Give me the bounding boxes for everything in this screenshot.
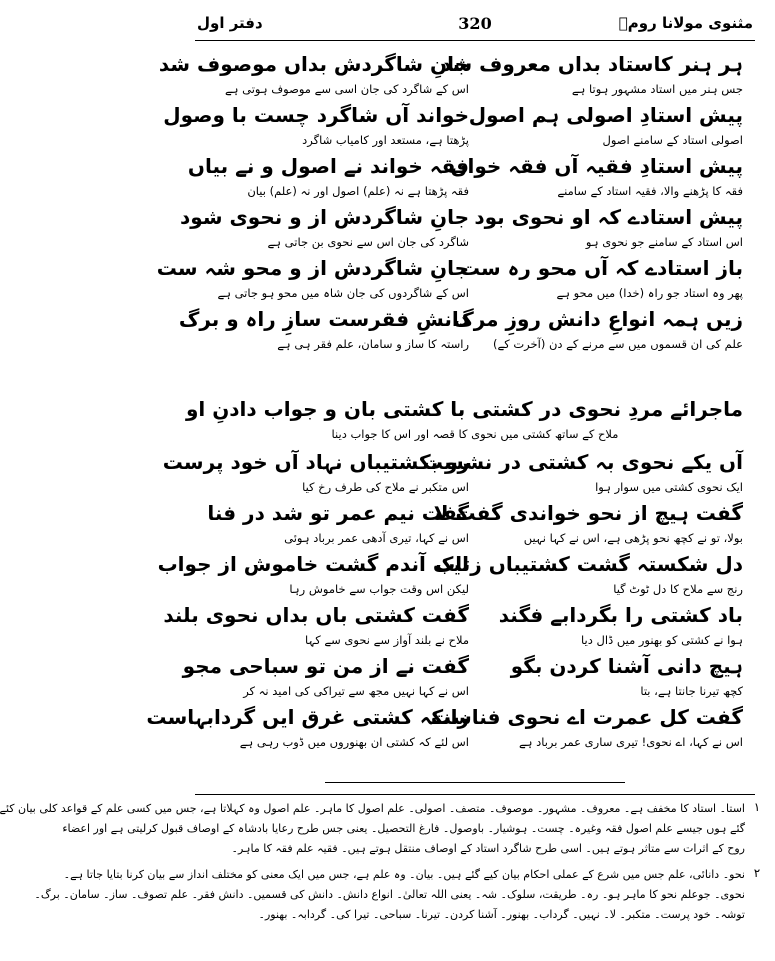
verse-line-right: پیش استادِ فقیہ آں فقہ خواں <box>450 154 743 178</box>
footnote-line: روح کے اثرات سے متاثر ہوتے ہیں۔ اسی طرح شاگرد استاد کے اوصاف منتقل ہوتے ہیں۔ فقیہ علم فقہ کا ماہر۔ <box>231 842 745 855</box>
translation-line-left: لیکن اس وقت جواب سے خاموش رہا <box>289 582 469 596</box>
footnote-line: توشہ۔ خود پرست۔ متکبر۔ لا۔ نہیں۔ گرداب۔ بھنور۔ آشنا کردن۔ تیرنا۔ سباحی۔ تیرا کی۔ گردابہ۔ بھنور۔ <box>258 908 745 921</box>
translation-line-left: فقہ پڑھتا ہے نہ (علم) اصول اور نہ (علم) بیان <box>247 184 469 198</box>
verse-line-right: زیں ہمہ انواعِ دانش روزِ مرگ <box>453 307 743 331</box>
verse-line-left: گفت نیم عمر تو شد در فنا <box>207 501 469 525</box>
verse-line-right: پیش استادے کہ او نحوی بود <box>474 205 743 229</box>
translation-line-right: بولا، تو نے کچھ نحو پڑھی ہے، اس نے کہا نہیں <box>523 531 743 545</box>
footnote-number: ۲ <box>753 866 761 880</box>
verse-line-left: جانِ شاگردش از و محو شہ ست <box>156 256 469 280</box>
footnote-line: استا۔ استاد کا مخفف ہے۔ معروف۔ مشہور۔ موصوف۔ متصف۔ اصولی۔ علم اصول کا ماہر۔ علم اصول وہ کہلاتا ہے، جس میں کسی علم کے قواعد کلی بیان کئے <box>0 802 745 815</box>
footnote-rule <box>195 794 755 795</box>
verse-line-right: ہر ہنر کاستاد بداں معروف شد <box>440 52 743 76</box>
verse-line-left: رو بکشتیباں نہاد آں خود پرست <box>162 450 469 474</box>
verse-line-right: باز استادے کہ آں محو رہ ست <box>459 256 743 280</box>
footnote-line: گئے ہوں جیسے علم اصول فقہ وغیرہ۔ چست۔ ہوشیار۔ باوصول۔ فارغ التحصیل۔ یعنی جس طرح رعایا بادشاہ کے اوصاف قبول کرلیتی ہے اور اعضاء <box>62 822 745 835</box>
verse-line-left: زانکہ کشتی غرق ایں گردابہاست <box>146 705 469 729</box>
translation-line-left: راستہ کا ساز و سامان، علم فقر ہی ہے <box>277 337 469 351</box>
section-subtitle: ملاح کے ساتھ کشتی میں نحوی کا قصہ اور اس کا جواب دینا <box>331 427 619 441</box>
volume-label: دفتر اول <box>197 14 263 32</box>
translation-line-right: پھر وہ استاد جو راہ (خدا) میں محو ہے <box>556 286 743 300</box>
translation-line-right: کچھ تیرنا جانتا ہے، بتا <box>640 684 743 698</box>
verse-line-left: گفت نے از من تو سباحی مجو <box>182 654 469 678</box>
verse-line-left: فقہ خواند نے اصول و نے بیاں <box>187 154 469 178</box>
translation-line-right: رنج سے ملاح کا دل ٹوٹ گیا <box>613 582 743 596</box>
translation-line-left: شاگرد کی جان اس سے نحوی بن جاتی ہے <box>267 235 469 249</box>
verse-line-right: گفت ہیچ از نحو خواندی گفت لا <box>433 501 743 525</box>
verse-line-left: گفت کشتی باں بداں نحوی بلند <box>163 603 469 627</box>
verse-line-left: جانِ شاگردش بداں موصوف شد <box>158 52 469 76</box>
verse-line-left: جانِ شاگردش از و نحوی شود <box>180 205 469 229</box>
footnote-line: نحوی۔ جوعلم نحو کا ماہر ہو۔ رہ۔ طریقت، سلوک۔ شہ۔ یعنی اللہ تعالیٰ۔ انواع دانش۔ دانش کی قسمیں۔ دانش فقر۔ علم تصوف۔ ساز۔ سامان۔ برگ۔ <box>34 888 745 901</box>
verse-line-right: ہیچ دانی آشنا کردن بگو <box>510 654 743 678</box>
verse-line-right: گفت کل عمرت اے نحوی فناست <box>430 705 743 729</box>
page-number: 320 <box>458 14 492 33</box>
translation-line-left: اس کے شاگردوں کی جان شاہ میں محو ہو جاتی ہے <box>217 286 469 300</box>
section-title: ماجرائے مردِ نحوی در کشتی با کشتی بان و جواب دادنِ او <box>185 397 743 421</box>
translation-line-right: اس استاد کے سامنے جو نحوی ہو <box>585 235 743 249</box>
translation-line-left: اس لئے کہ کشتی ان بھنوروں میں ڈوب رہی ہے <box>239 735 469 749</box>
verse-line-right: دل شکستہ گشت کشتیباں زتاب <box>435 552 743 576</box>
book-title: مثنوی مولانا رومؒ <box>618 14 753 32</box>
translation-line-right: جس ہنر میں استاد مشہور ہوتا ہے <box>571 82 743 96</box>
translation-line-right: علم کی ان قسموں میں سے مرنے کے دن (آخرت کے) <box>492 337 743 351</box>
verse-end-rule <box>325 782 625 783</box>
verse-line-left: خواند آں شاگرد چست با وصول <box>163 103 469 127</box>
translation-line-right: اصولی استاد کے سامنے اصول <box>602 133 743 147</box>
translation-line-left: اس کے شاگرد کی جان اسی سے موصوف ہوتی ہے <box>224 82 469 96</box>
footnote-number: ۱ <box>753 800 761 814</box>
translation-line-left: اس نے کہا نہیں مجھ سے تیراکی کی امید نہ کر <box>243 684 469 698</box>
verse-line-right: پیش استادِ اصولی ہم اصول <box>468 103 743 127</box>
translation-line-right: فقہ کا پڑھنے والا، فقیہ استاد کے سامنے <box>557 184 743 198</box>
translation-line-left: ملاح نے بلند آواز سے نحوی سے کہا <box>304 633 469 647</box>
translation-line-left: اس متکبر نے ملاح کی طرف رخ کیا <box>302 480 469 494</box>
verse-line-left: لیک آندم گشت خاموش از جواب <box>157 552 469 576</box>
verse-line-left: دانشِ فقرست سازِ راہ و برگ <box>178 307 469 331</box>
translation-line-right: اس نے کہا، اے نحوی! تیری ساری عمر برباد ہے <box>518 735 743 749</box>
translation-line-right: ہوا نے کشتی کو بھنور میں ڈال دیا <box>581 633 743 647</box>
verse-line-right: آں یکے نحوی بہ کشتی در نشست <box>422 450 743 474</box>
translation-line-left: پڑھتا ہے، مستعد اور کامیاب شاگرد <box>302 133 469 147</box>
translation-line-left: اس نے کہا، تیری آدھی عمر برباد ہوئی <box>284 531 469 545</box>
verse-line-right: باد کشتی را بگردابے فگند <box>498 603 743 627</box>
footnote-line: نحو۔ دانائی، علم جس میں شرع کے عملی احکام بیان کیے گئے ہیں۔ بیان۔ وہ علم ہے، جس میں ایک معنی کو مختلف انداز سے بیان کرنا بتایا جاتا ہے۔ <box>63 868 745 881</box>
header-rule <box>195 40 755 41</box>
translation-line-right: ایک نحوی کشتی میں سوار ہوا <box>595 480 743 494</box>
